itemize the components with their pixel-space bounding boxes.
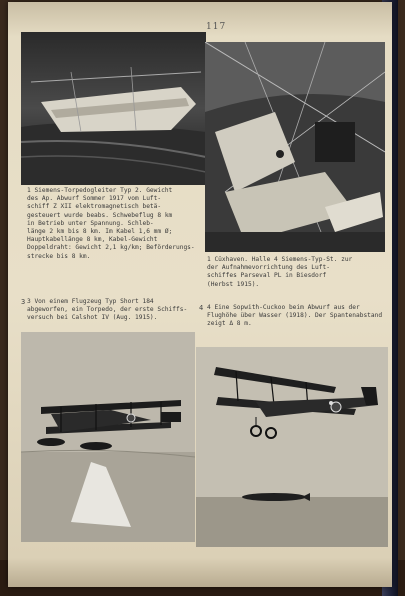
photo-2-hangar-interior: [205, 42, 385, 252]
page-number: 117: [206, 22, 227, 32]
caption-3: 3 Von einem Flugzeug Typ Short 184 abgeworfen, ein Torpedo, der erste Schiffs- versuch bei Calshot IV (Aug. 1915).: [27, 298, 188, 322]
photo-1-zeppelin-flying-boat: [21, 32, 206, 185]
figure-number-4: 4: [199, 304, 204, 312]
caption-2: 1 Cüxhaven. Halle 4 Siemens-Typ-St. zur der Aufnahmevorrichtung des Luft- schiffes Parseval PL in Biesdorf (Herbst 1915).: [207, 256, 353, 288]
caption-1: 1 Siemens-Torpedogleiter Typ 2. Gewicht des Ap. Abwurf Sommer 1917 vom Luft- schiff Z XII elektromagnetisch betä- gesteuert wurde beabs. Schwebeflug 8 km in Betrieb unter Spannung. Schleb- länge 2 km bis 8 km. Im Kabel 1,6 mm Ø; Hauptkabellänge 8 km, Kabel-Gewicht Doppeldraht: Gewicht 2,1 kg/km; Beförderungs- strecke bis 8 km.: [27, 187, 195, 260]
photo-3-seaplane-torpedo-launch: [21, 332, 195, 542]
book-page: [8, 2, 392, 587]
caption-4: 4 Eine Sopwith-Cuckoo beim Abwurf aus der Flughöhe über Wasser (1918). Der Spantenabstand zeigt Δ 8 m.: [207, 304, 383, 328]
figure-number-3: 3: [21, 298, 26, 306]
photo-4-biplane-with-torpedo: [196, 347, 388, 547]
